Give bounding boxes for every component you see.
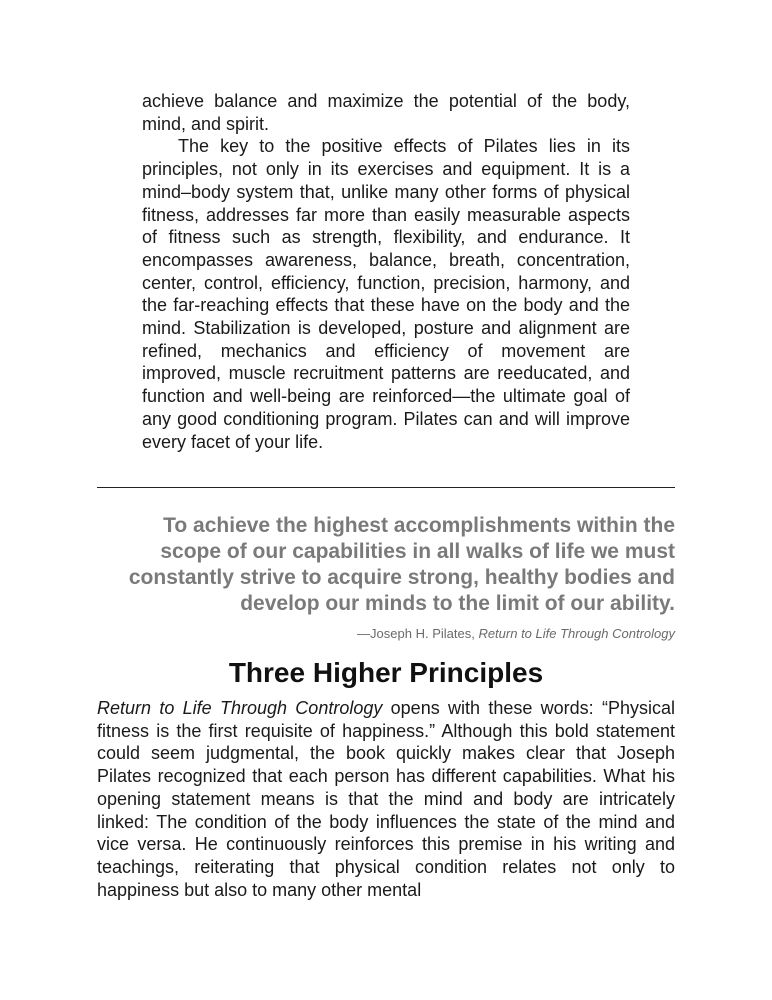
body-text: opens with these words: “Physical fitness is the first requisite of happiness.” Although this bold statement could seem judgmental, the book quickly makes clear that Joseph Pilates recognized that each person has different capabilities. What his opening statement means is that the mind and body are intricately linked: The condition of the body influences the state of the mind and vice versa. He continuously reinforces this premise in his writing and teachings, reiterating that physical condition relates not only to happiness but also to many other mental [97,698,675,900]
attribution-source: Return to Life Through Contrology [478,626,675,641]
book-title: Return to Life Through Contrology [97,698,383,718]
paragraph-key-principles: The key to the positive effects of Pilates lies in its principles, not only in its exercises and equipment. It is a mind–body system that, unlike many other forms of physical fitness, addresses far more than easily measurable aspects of fitness such as strength, flexibility, and endurance. It encompasses awareness, balance, breath, concentration, center, control, efficiency, function, precision, harmony, and the far-reaching effects that these have on the body and the mind. Stabilization is developed, posture and alignment are refined, mechanics and efficiency of movement are improved, muscle recruitment patterns are reeducated, and function and well-being are reinforced—the ultimate goal of any good conditioning program. Pilates can and will improve every facet of your life. [142,136,630,452]
continued-text-block [142,90,630,453]
section-divider [97,487,675,488]
section-body-paragraph [97,697,675,901]
quote-attribution [97,626,675,642]
pull-quote: To achieve the highest accomplishments within the scope of our capabilities in all walks of life we must constantly strive to acquire strong, healthy bodies and develop our minds to the limit of our ability. [128,514,675,615]
paragraph-continued: achieve balance and maximize the potential of the body, mind, and spirit. [142,91,630,134]
attribution-author: —Joseph H. Pilates, [357,626,479,641]
section-heading: Three Higher Principles [228,657,544,688]
